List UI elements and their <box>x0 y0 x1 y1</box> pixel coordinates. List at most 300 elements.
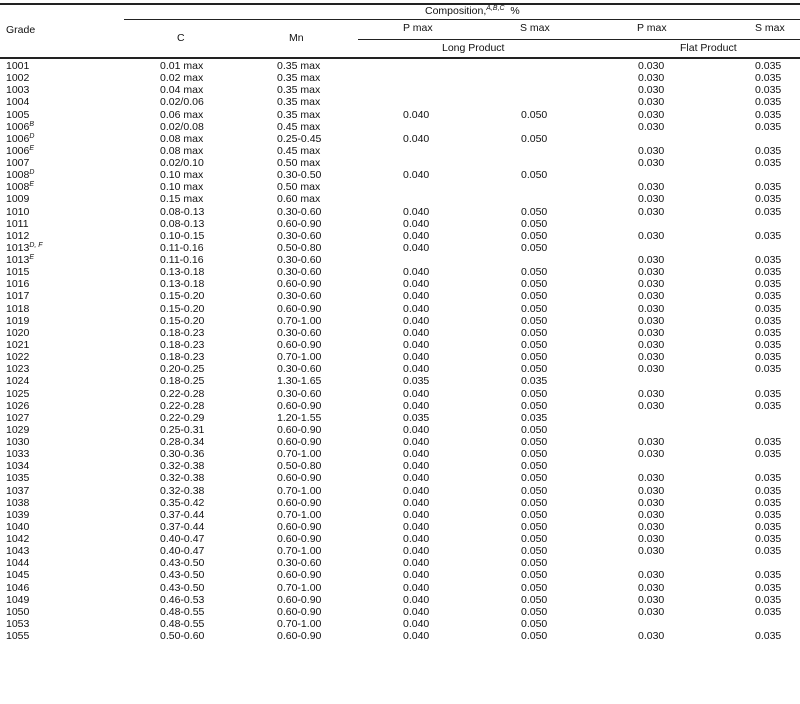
table-row <box>0 400 800 412</box>
composition-footnotes: A,B,C <box>486 5 505 12</box>
sulfur-flat-cell: 0.035 <box>755 545 782 558</box>
manganese-cell: 0.30-0.60 <box>277 387 322 400</box>
phosphorus-flat-cell: 0.030 <box>638 630 665 643</box>
table-row <box>0 290 800 302</box>
grade-cell <box>6 181 34 193</box>
phosphorus-flat-cell: 0.030 <box>638 581 665 594</box>
s-max-long-header: S max <box>520 22 550 34</box>
carbon-cell: 0.32-0.38 <box>160 460 205 473</box>
manganese-cell: 0.70-1.00 <box>277 351 322 364</box>
phosphorus-flat-cell: 0.030 <box>638 496 665 509</box>
mn-header: Mn <box>289 32 304 44</box>
carbon-cell: 0.08 max <box>160 144 204 157</box>
phosphorus-flat-cell: 0.030 <box>638 605 665 618</box>
grade-footnote: B <box>29 120 35 128</box>
grade-value: 1026 <box>6 399 30 412</box>
carbon-cell: 0.02 max <box>160 72 204 85</box>
carbon-cell: 0.10-0.15 <box>160 229 205 242</box>
sulfur-long-cell: 0.050 <box>521 399 548 412</box>
grade-value: 1005 <box>6 108 30 121</box>
table-row <box>0 157 800 169</box>
phosphorus-flat-cell: 0.030 <box>638 533 665 546</box>
grade-cell <box>6 363 29 375</box>
carbon-cell: 0.43-0.50 <box>160 569 205 582</box>
carbon-cell: 0.22-0.29 <box>160 411 205 424</box>
phosphorus-flat-cell: 0.030 <box>638 108 665 121</box>
sulfur-flat-cell: 0.035 <box>755 96 782 109</box>
header-bottom-rule <box>0 57 800 59</box>
sulfur-flat-cell: 0.035 <box>755 496 782 509</box>
manganese-cell: 0.70-1.00 <box>277 581 322 594</box>
product-underline <box>358 39 800 40</box>
sulfur-long-cell: 0.050 <box>521 593 548 606</box>
table-row <box>0 569 800 581</box>
phosphorus-flat-cell: 0.030 <box>638 144 665 157</box>
sulfur-long-cell: 0.035 <box>521 411 548 424</box>
composition-unit: % <box>510 5 520 17</box>
phosphorus-long-cell: 0.040 <box>403 496 430 509</box>
phosphorus-flat-cell: 0.030 <box>638 254 665 267</box>
phosphorus-long-cell: 0.040 <box>403 266 430 279</box>
grade-value: 1034 <box>6 460 30 473</box>
grade-value: 1019 <box>6 314 30 327</box>
manganese-cell: 0.50 max <box>277 181 321 194</box>
carbon-cell: 0.18-0.23 <box>160 326 205 339</box>
grade-footnote: D <box>29 132 35 140</box>
sulfur-flat-cell: 0.035 <box>755 314 782 327</box>
sulfur-flat-cell: 0.035 <box>755 326 782 339</box>
phosphorus-long-cell: 0.040 <box>403 484 430 497</box>
grade-cell <box>6 606 29 618</box>
sulfur-flat-cell: 0.035 <box>755 60 782 72</box>
carbon-cell: 0.10 max <box>160 169 204 182</box>
table-row <box>0 96 800 108</box>
manganese-cell: 0.35 max <box>277 108 321 121</box>
manganese-cell: 0.60-0.90 <box>277 605 322 618</box>
table-row <box>0 472 800 484</box>
table-row <box>0 169 800 181</box>
sulfur-long-cell: 0.050 <box>521 520 548 533</box>
grade-cell <box>6 242 43 254</box>
sulfur-flat-cell: 0.035 <box>755 351 782 364</box>
sulfur-flat-cell: 0.035 <box>755 120 782 133</box>
phosphorus-flat-cell: 0.030 <box>638 229 665 242</box>
grade-value: 1050 <box>6 605 30 618</box>
grade-cell <box>6 497 29 509</box>
grade-value: 1010 <box>6 205 30 218</box>
carbon-cell: 0.11-0.16 <box>160 241 204 254</box>
carbon-cell: 0.08-0.13 <box>160 217 205 230</box>
manganese-cell: 1.30-1.65 <box>277 375 322 388</box>
phosphorus-long-cell: 0.040 <box>403 545 430 558</box>
carbon-cell: 0.32-0.38 <box>160 472 205 485</box>
grade-value: 1044 <box>6 557 30 570</box>
sulfur-long-cell: 0.050 <box>521 205 548 218</box>
carbon-cell: 0.18-0.25 <box>160 375 205 388</box>
grade-value: 1022 <box>6 351 30 364</box>
phosphorus-flat-cell: 0.030 <box>638 205 665 218</box>
table-row <box>0 436 800 448</box>
manganese-cell: 0.60-0.90 <box>277 520 322 533</box>
phosphorus-long-cell: 0.040 <box>403 630 430 643</box>
table-row <box>0 557 800 569</box>
manganese-cell: 0.60-0.90 <box>277 533 322 546</box>
grade-cell <box>6 133 34 145</box>
grade-cell <box>6 327 29 339</box>
table-row <box>0 181 800 193</box>
grade-cell <box>6 206 29 218</box>
phosphorus-flat-cell: 0.030 <box>638 290 665 303</box>
sulfur-long-cell: 0.050 <box>521 132 548 145</box>
grade-cell <box>6 351 29 363</box>
phosphorus-long-cell: 0.035 <box>403 411 430 424</box>
composition-header <box>425 5 520 17</box>
grade-value: 1002 <box>6 72 30 85</box>
manganese-cell: 0.30-0.60 <box>277 290 322 303</box>
manganese-cell: 0.70-1.00 <box>277 484 322 497</box>
phosphorus-long-cell: 0.040 <box>403 314 430 327</box>
phosphorus-flat-cell: 0.030 <box>638 278 665 291</box>
table-row <box>0 521 800 533</box>
phosphorus-flat-cell: 0.030 <box>638 484 665 497</box>
manganese-cell: 0.60-0.90 <box>277 569 322 582</box>
grade-cell <box>6 315 29 327</box>
phosphorus-flat-cell: 0.030 <box>638 545 665 558</box>
manganese-cell: 0.70-1.00 <box>277 508 322 521</box>
phosphorus-long-cell: 0.040 <box>403 593 430 606</box>
p-max-flat-header: P max <box>637 22 667 34</box>
carbon-cell: 0.43-0.50 <box>160 581 205 594</box>
grade-value: 1006 <box>6 120 30 133</box>
manganese-cell: 0.30-0.60 <box>277 254 322 267</box>
carbon-cell: 0.40-0.47 <box>160 545 205 558</box>
phosphorus-long-cell: 0.040 <box>403 169 430 182</box>
table-row <box>0 533 800 545</box>
composition-label: Composition, <box>425 5 487 17</box>
table-row <box>0 145 800 157</box>
phosphorus-long-cell: 0.040 <box>403 399 430 412</box>
sulfur-long-cell: 0.050 <box>521 338 548 351</box>
carbon-cell: 0.08 max <box>160 132 204 145</box>
table-row <box>0 327 800 339</box>
phosphorus-long-cell: 0.040 <box>403 290 430 303</box>
sulfur-long-cell: 0.050 <box>521 302 548 315</box>
grade-value: 1015 <box>6 266 30 279</box>
grade-value: 1008 <box>6 181 30 194</box>
grade-cell <box>6 521 29 533</box>
phosphorus-long-cell: 0.040 <box>403 460 430 473</box>
grade-value: 1009 <box>6 193 30 206</box>
grade-value: 1021 <box>6 338 30 351</box>
long-product-header: Long Product <box>442 42 505 54</box>
carbon-cell: 0.48-0.55 <box>160 605 205 618</box>
sulfur-long-cell: 0.050 <box>521 557 548 570</box>
manganese-cell: 0.30-0.60 <box>277 229 322 242</box>
grade-value: 1004 <box>6 96 30 109</box>
grade-cell <box>6 169 34 181</box>
grade-cell <box>6 569 29 581</box>
sulfur-flat-cell: 0.035 <box>755 630 782 643</box>
phosphorus-long-cell: 0.040 <box>403 436 430 449</box>
grade-value: 1017 <box>6 290 30 303</box>
table-row <box>0 121 800 133</box>
phosphorus-long-cell: 0.040 <box>403 205 430 218</box>
carbon-cell: 0.18-0.23 <box>160 338 205 351</box>
sulfur-flat-cell: 0.035 <box>755 581 782 594</box>
phosphorus-flat-cell: 0.030 <box>638 569 665 582</box>
manganese-cell: 0.30-0.60 <box>277 326 322 339</box>
carbon-cell: 0.04 max <box>160 84 204 97</box>
grade-value: 1024 <box>6 375 30 388</box>
manganese-cell: 0.60-0.90 <box>277 593 322 606</box>
sulfur-flat-cell: 0.035 <box>755 108 782 121</box>
grade-value: 1023 <box>6 363 30 376</box>
grade-cell <box>6 545 29 557</box>
carbon-cell: 0.15-0.20 <box>160 314 205 327</box>
grade-footnote: E <box>29 254 35 262</box>
sulfur-flat-cell: 0.035 <box>755 302 782 315</box>
grade-value: 1016 <box>6 278 30 291</box>
manganese-cell: 0.35 max <box>277 84 321 97</box>
phosphorus-long-cell: 0.040 <box>403 448 430 461</box>
sulfur-flat-cell: 0.035 <box>755 205 782 218</box>
grade-cell <box>6 412 29 424</box>
grade-cell <box>6 472 29 484</box>
sulfur-flat-cell: 0.035 <box>755 72 782 85</box>
table-row <box>0 351 800 363</box>
manganese-cell: 0.60-0.90 <box>277 399 322 412</box>
carbon-cell: 0.15 max <box>160 193 204 206</box>
table-row <box>0 509 800 521</box>
grade-cell <box>6 582 29 594</box>
manganese-cell: 0.60-0.90 <box>277 436 322 449</box>
grade-cell <box>6 375 29 387</box>
carbon-cell: 0.13-0.18 <box>160 266 205 279</box>
sulfur-flat-cell: 0.035 <box>755 254 782 267</box>
phosphorus-flat-cell: 0.030 <box>638 472 665 485</box>
table-row <box>0 315 800 327</box>
sulfur-long-cell: 0.050 <box>521 363 548 376</box>
sulfur-flat-cell: 0.035 <box>755 181 782 194</box>
p-max-long-header: P max <box>403 22 433 34</box>
sulfur-long-cell: 0.050 <box>521 448 548 461</box>
carbon-cell: 0.15-0.20 <box>160 302 205 315</box>
phosphorus-flat-cell: 0.030 <box>638 593 665 606</box>
table-row <box>0 193 800 205</box>
grade-cell <box>6 254 34 266</box>
manganese-cell: 0.30-0.60 <box>277 266 322 279</box>
sulfur-long-cell: 0.050 <box>521 617 548 630</box>
grade-value: 1029 <box>6 423 30 436</box>
phosphorus-long-cell: 0.040 <box>403 241 430 254</box>
sulfur-long-cell: 0.050 <box>521 472 548 485</box>
table-row <box>0 242 800 254</box>
grade-value: 1008 <box>6 169 30 182</box>
manganese-cell: 0.30-0.60 <box>277 205 322 218</box>
grade-footnote: E <box>29 144 35 152</box>
sulfur-flat-cell: 0.035 <box>755 448 782 461</box>
carbon-cell: 0.32-0.38 <box>160 484 205 497</box>
grade-value: 1033 <box>6 448 30 461</box>
phosphorus-flat-cell: 0.030 <box>638 338 665 351</box>
carbon-cell: 0.46-0.53 <box>160 593 205 606</box>
phosphorus-long-cell: 0.035 <box>403 375 430 388</box>
grade-value: 1053 <box>6 617 30 630</box>
grade-cell <box>6 109 29 121</box>
table-row <box>0 448 800 460</box>
grade-value: 1046 <box>6 581 30 594</box>
phosphorus-flat-cell: 0.030 <box>638 508 665 521</box>
sulfur-flat-cell: 0.035 <box>755 387 782 400</box>
grade-cell <box>6 145 34 157</box>
grade-cell <box>6 157 29 169</box>
grade-header: Grade <box>6 24 36 36</box>
carbon-cell: 0.11-0.16 <box>160 254 204 267</box>
grade-value: 1013 <box>6 241 30 254</box>
grade-value: 1045 <box>6 569 30 582</box>
grade-cell <box>6 460 29 472</box>
grade-cell <box>6 533 29 545</box>
carbon-cell: 0.02/0.06 <box>160 96 204 109</box>
grade-value: 1040 <box>6 520 30 533</box>
grade-value: 1020 <box>6 326 30 339</box>
manganese-cell: 0.45 max <box>277 144 321 157</box>
table-row <box>0 72 800 84</box>
phosphorus-long-cell: 0.040 <box>403 617 430 630</box>
phosphorus-flat-cell: 0.030 <box>638 72 665 85</box>
table-row <box>0 618 800 630</box>
grade-value: 1042 <box>6 533 30 546</box>
grade-value: 1001 <box>6 60 30 72</box>
phosphorus-flat-cell: 0.030 <box>638 84 665 97</box>
grade-cell <box>6 84 29 96</box>
carbon-cell: 0.35-0.42 <box>160 496 205 509</box>
grade-value: 1006 <box>6 144 30 157</box>
manganese-cell: 0.50-0.80 <box>277 241 322 254</box>
manganese-cell: 0.70-1.00 <box>277 545 322 558</box>
grade-cell <box>6 400 29 412</box>
manganese-cell: 0.50 max <box>277 157 321 170</box>
manganese-cell: 0.70-1.00 <box>277 314 322 327</box>
phosphorus-flat-cell: 0.030 <box>638 157 665 170</box>
composition-underline <box>124 19 800 20</box>
manganese-cell: 0.60 max <box>277 193 321 206</box>
grade-cell <box>6 193 29 205</box>
table-row <box>0 594 800 606</box>
manganese-cell: 0.60-0.90 <box>277 630 322 643</box>
grade-value: 1013 <box>6 254 30 267</box>
grade-cell <box>6 630 29 642</box>
carbon-cell: 0.06 max <box>160 108 204 121</box>
phosphorus-long-cell: 0.040 <box>403 387 430 400</box>
sulfur-flat-cell: 0.035 <box>755 290 782 303</box>
grade-cell <box>6 266 29 278</box>
carbon-cell: 0.08-0.13 <box>160 205 205 218</box>
sulfur-flat-cell: 0.035 <box>755 278 782 291</box>
grade-value: 1039 <box>6 508 30 521</box>
grade-cell <box>6 218 29 230</box>
table-row <box>0 60 800 72</box>
phosphorus-long-cell: 0.040 <box>403 533 430 546</box>
grade-value: 1018 <box>6 302 30 315</box>
grade-value: 1038 <box>6 496 30 509</box>
grade-footnote: D <box>29 169 35 177</box>
table-row <box>0 278 800 290</box>
sulfur-flat-cell: 0.035 <box>755 436 782 449</box>
grade-value: 1049 <box>6 593 30 606</box>
grade-value: 1025 <box>6 387 30 400</box>
phosphorus-flat-cell: 0.030 <box>638 266 665 279</box>
grade-footnote: E <box>29 181 35 189</box>
manganese-cell: 0.60-0.90 <box>277 302 322 315</box>
manganese-cell: 0.30-0.60 <box>277 557 322 570</box>
grade-cell <box>6 557 29 569</box>
grade-value: 1035 <box>6 472 30 485</box>
manganese-cell: 0.30-0.50 <box>277 169 322 182</box>
manganese-cell: 0.70-1.00 <box>277 617 322 630</box>
grade-cell <box>6 485 29 497</box>
phosphorus-flat-cell: 0.030 <box>638 448 665 461</box>
carbon-cell: 0.37-0.44 <box>160 508 205 521</box>
grade-value: 1006 <box>6 132 30 145</box>
phosphorus-long-cell: 0.040 <box>403 472 430 485</box>
table-row <box>0 266 800 278</box>
manganese-cell: 0.35 max <box>277 60 321 72</box>
table-row <box>0 218 800 230</box>
phosphorus-flat-cell: 0.030 <box>638 193 665 206</box>
phosphorus-long-cell: 0.040 <box>403 423 430 436</box>
carbon-cell: 0.18-0.23 <box>160 351 205 364</box>
table-row <box>0 84 800 96</box>
table-row <box>0 254 800 266</box>
grade-cell <box>6 436 29 448</box>
phosphorus-flat-cell: 0.030 <box>638 326 665 339</box>
phosphorus-flat-cell: 0.030 <box>638 520 665 533</box>
grade-value: 1011 <box>6 217 29 230</box>
manganese-cell: 1.20-1.55 <box>277 411 322 424</box>
sulfur-flat-cell: 0.035 <box>755 338 782 351</box>
grade-cell <box>6 121 34 133</box>
phosphorus-flat-cell: 0.030 <box>638 314 665 327</box>
table-row <box>0 388 800 400</box>
s-max-flat-header: S max <box>755 22 785 34</box>
sulfur-long-cell: 0.050 <box>521 581 548 594</box>
grade-cell <box>6 60 29 72</box>
table-row <box>0 582 800 594</box>
grade-value: 1043 <box>6 545 30 558</box>
grade-cell <box>6 290 29 302</box>
phosphorus-long-cell: 0.040 <box>403 569 430 582</box>
grade-cell <box>6 339 29 351</box>
sulfur-flat-cell: 0.035 <box>755 363 782 376</box>
sulfur-long-cell: 0.050 <box>521 217 548 230</box>
sulfur-long-cell: 0.050 <box>521 436 548 449</box>
phosphorus-long-cell: 0.040 <box>403 108 430 121</box>
phosphorus-long-cell: 0.040 <box>403 520 430 533</box>
carbon-cell: 0.25-0.31 <box>160 423 205 436</box>
phosphorus-long-cell: 0.040 <box>403 508 430 521</box>
table-row <box>0 460 800 472</box>
sulfur-long-cell: 0.050 <box>521 496 548 509</box>
sulfur-long-cell: 0.050 <box>521 278 548 291</box>
grade-cell <box>6 72 29 84</box>
sulfur-flat-cell: 0.035 <box>755 229 782 242</box>
phosphorus-long-cell: 0.040 <box>403 217 430 230</box>
sulfur-long-cell: 0.050 <box>521 169 548 182</box>
phosphorus-flat-cell: 0.030 <box>638 96 665 109</box>
sulfur-flat-cell: 0.035 <box>755 520 782 533</box>
table-row <box>0 630 800 642</box>
